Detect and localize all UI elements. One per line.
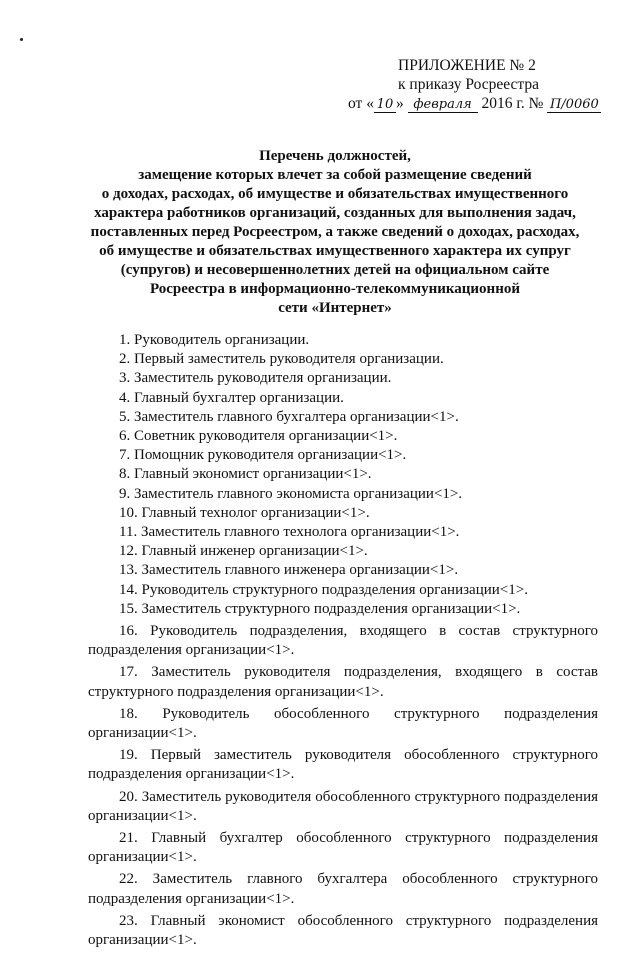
list-item: 22. Заместитель главного бухгалтера обособленного структурного подразделения организации<1>. xyxy=(88,871,598,907)
list-item: 9. Заместитель главного экономиста организации<1>. xyxy=(119,485,463,502)
list-item: 18. Руководитель обособленного структурного подразделения организации<1>. xyxy=(88,705,598,742)
list-item: 1. Руководитель организации. xyxy=(119,332,310,348)
date-prefix: от « xyxy=(348,95,374,112)
list-item: 16. Руководитель подразделения, входящего в состав структурного подразделения организации<1>. xyxy=(88,623,598,659)
list-item: 23. Главный экономист обособленного структурного подразделения организации<1>. xyxy=(88,912,598,949)
list-item: 5. Заместитель главного бухгалтера организации<1>. xyxy=(119,408,459,425)
title-line: замещение которых влечет за собой размещение сведений xyxy=(138,167,532,183)
date-month-handwritten: февраля xyxy=(408,98,478,113)
title-line: об имуществе и обязательствах имущественного характера их супруг xyxy=(99,243,571,259)
order-reference: к приказу Росреестра xyxy=(398,76,539,93)
title-line: Росреестра в информационно-телекоммуникационной xyxy=(149,281,520,297)
appendix-number: ПРИЛОЖЕНИЕ № 2 xyxy=(398,57,536,74)
list-item: 7. Помощник руководителя организации<1>. xyxy=(119,447,407,464)
date-year: 2016 г. № xyxy=(481,95,544,112)
list-item: 6. Советник руководителя организации<1>. xyxy=(119,428,398,445)
list-item: 15. Заместитель структурного подразделения организации<1>. xyxy=(119,600,521,617)
list-item: 12. Главный инженер организации<1>. xyxy=(119,543,368,560)
list-item: 14. Руководитель структурного подразделения организации<1>. xyxy=(119,581,528,598)
list-item: 2. Первый заместитель руководителя организации. xyxy=(119,351,444,368)
title-line: о доходах, расходах, об имуществе и обязательствах имущественного xyxy=(101,186,569,202)
appendix-header xyxy=(330,56,620,113)
title-line: сети «Интернет» xyxy=(278,300,392,316)
list-item: 19. Первый заместитель руководителя обособленного структурного подразделения организации<1>. xyxy=(88,747,598,783)
title-line: характера работников организаций, созданных для выполнения задач, xyxy=(94,205,576,221)
list-item: 11. Заместитель главного технолога организации<1>. xyxy=(119,524,460,541)
list-item: 3. Заместитель руководителя организации. xyxy=(119,370,392,387)
title-line: Перечень должностей, xyxy=(259,148,411,164)
order-number-handwritten: П/0060 xyxy=(547,98,601,113)
list-item: 20. Заместитель руководителя обособленного структурного подразделения организации<1>. xyxy=(88,788,598,824)
list-item: 10. Главный технолог организации<1>. xyxy=(119,504,370,521)
list-item: 4. Главный бухгалтер организации. xyxy=(119,389,344,406)
list-item: 8. Главный экономист организации<1>. xyxy=(119,466,372,483)
title-line: (супругов) и несовершеннолетних детей на официальном сайте xyxy=(120,262,550,278)
order-date-line xyxy=(330,94,620,113)
document-title xyxy=(80,147,590,318)
date-day-handwritten: 10 xyxy=(374,98,396,113)
list-item: 17. Заместитель руководителя подразделения, входящего в состав структурного подразделения организации<1>. xyxy=(88,664,598,700)
positions-list xyxy=(88,331,598,953)
list-item: 21. Главный бухгалтер обособленного структурного подразделения организации<1>. xyxy=(88,830,598,866)
list-item: 13. Заместитель главного инженера организации<1>. xyxy=(119,562,459,579)
date-mid: » xyxy=(395,95,404,112)
scan-speck xyxy=(20,38,23,41)
title-line: поставленных перед Росреестром, а также сведений о доходах, расходах, xyxy=(90,224,580,240)
